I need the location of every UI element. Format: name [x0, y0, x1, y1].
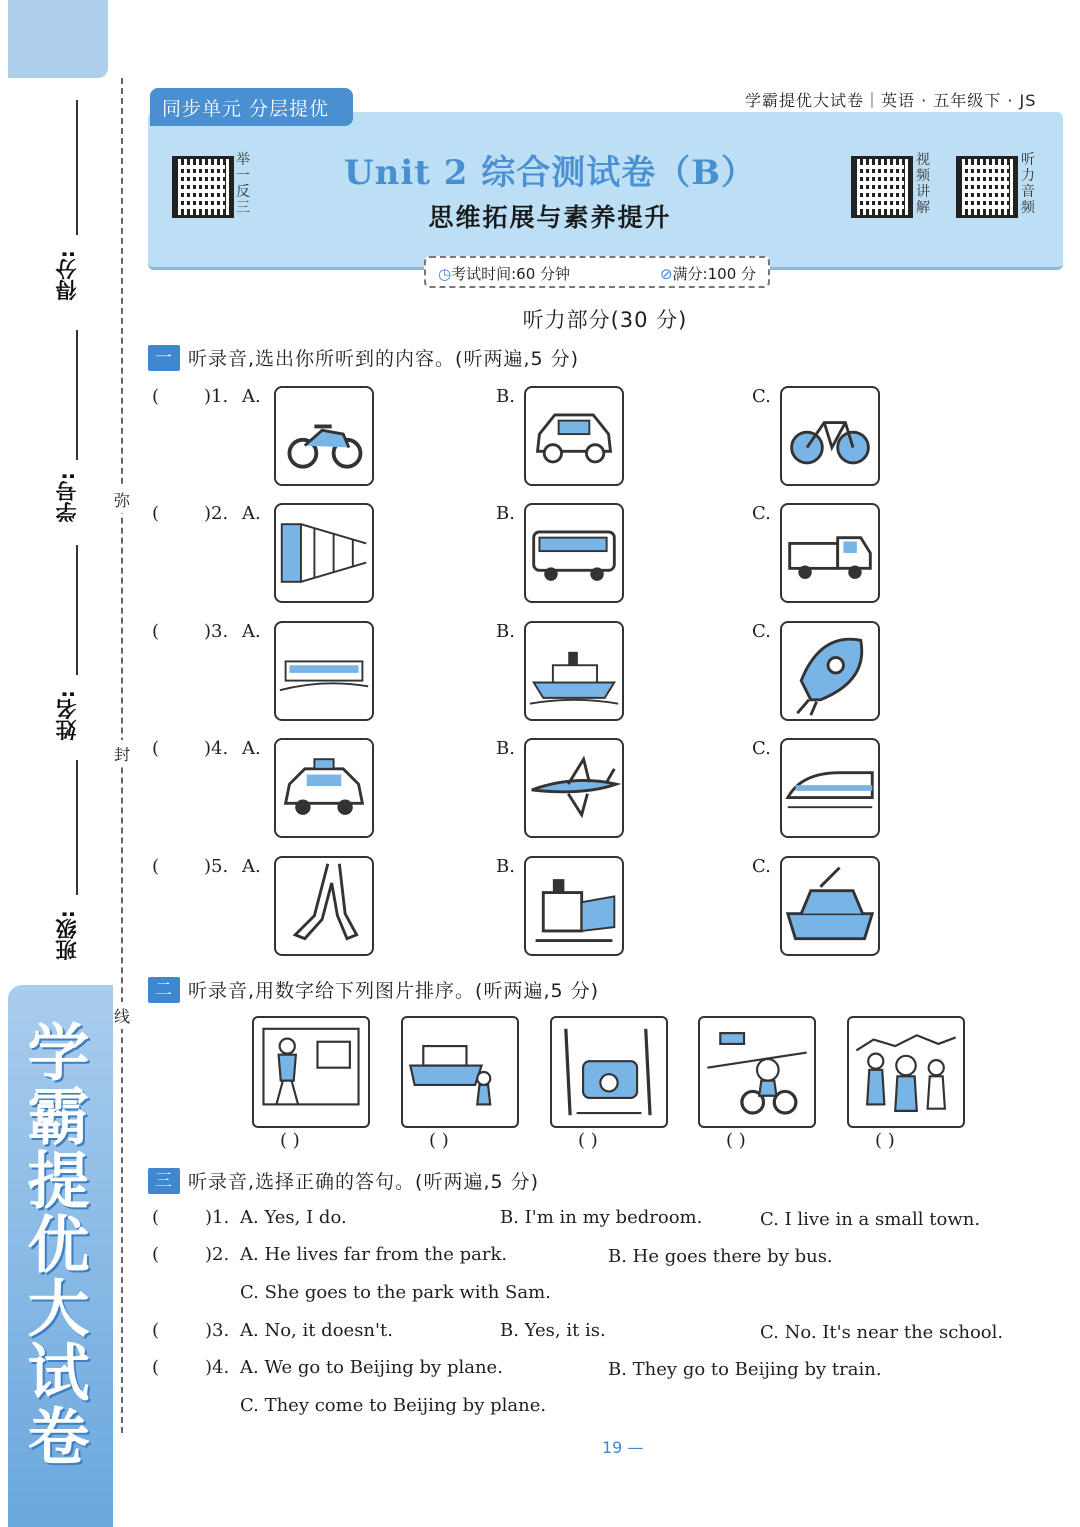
- car-picture[interactable]: [524, 386, 624, 486]
- series-label: 学霸提优大试卷｜英语 · 五年级下 · JS: [745, 91, 1037, 110]
- header-tab: 同步单元 分层提优: [150, 88, 353, 126]
- ferry-icon: [782, 858, 878, 954]
- boy-by-ship-icon: [403, 1018, 517, 1126]
- option-letter: A.: [242, 856, 261, 877]
- class-field-line[interactable]: [76, 760, 78, 895]
- order-answer-blank[interactable]: ( ): [578, 1130, 598, 1151]
- mouse-on-bike-icon: [700, 1018, 814, 1126]
- taxi-picture[interactable]: [274, 738, 374, 838]
- boy-getting-off-metro-icon: [254, 1018, 368, 1126]
- option-a: A. Yes, I do.: [240, 1207, 347, 1228]
- car-icon: [526, 388, 622, 484]
- bicycle-icon: [782, 388, 878, 484]
- option-letter: A.: [242, 503, 261, 524]
- train-picture[interactable]: [274, 621, 374, 721]
- part-title: 听力部分(30 分): [522, 308, 688, 332]
- question-row: [148, 856, 908, 961]
- binding-strip: [0, 0, 115, 1527]
- section-title: 听录音,选择正确的答句。(听两遍,5 分): [188, 1171, 540, 1193]
- question-number: )4.: [204, 738, 229, 759]
- option-letter: C.: [752, 621, 771, 642]
- walking-legs-picture[interactable]: [274, 856, 374, 956]
- ferry-picture[interactable]: [780, 856, 880, 956]
- score-field-label: 得分:: [55, 250, 79, 301]
- train-icon: [276, 623, 372, 719]
- student-id-field-line[interactable]: [76, 330, 78, 460]
- rocket-picture[interactable]: [780, 621, 880, 721]
- option-a: A. No, it doesn't.: [240, 1320, 393, 1341]
- page-subtitle: 思维拓展与素养提升: [428, 203, 672, 232]
- exam-time: ◷考试时间:60 分钟: [438, 265, 571, 283]
- section-number: 二: [148, 977, 180, 1003]
- question-number: )2.: [205, 1244, 230, 1265]
- exam-info-box: [424, 256, 770, 288]
- answer-paren[interactable]: (: [152, 386, 160, 407]
- option-letter: C.: [752, 738, 771, 759]
- answer-paren[interactable]: (: [152, 738, 160, 759]
- option-letter: C.: [752, 856, 771, 877]
- order-answer-blank[interactable]: ( ): [726, 1130, 746, 1151]
- option-letter: A.: [242, 738, 261, 759]
- brand-logo-text: 学霸提优大试卷: [17, 1020, 90, 1468]
- motorcycle-picture[interactable]: [274, 386, 374, 486]
- check-icon: ⊘: [659, 265, 673, 283]
- question-number: )1.: [205, 1207, 230, 1228]
- answer-paren[interactable]: (: [152, 1357, 160, 1378]
- question-row: [148, 503, 908, 608]
- option-letter: C.: [752, 503, 771, 524]
- option-letter: A.: [242, 621, 261, 642]
- family-at-great-wall-icon: [849, 1018, 963, 1126]
- option-letter: B.: [496, 386, 515, 407]
- subway-station-icon: [276, 505, 372, 601]
- qr-label: 举一反三: [236, 152, 250, 216]
- boy-getting-off-metro-picture: [252, 1016, 370, 1128]
- student-id-field-label: 学号:: [55, 472, 79, 523]
- option-letter: B.: [496, 856, 515, 877]
- steam-train-picture[interactable]: [524, 856, 624, 956]
- option-a: A. We go to Beijing by plane.: [240, 1357, 503, 1378]
- option-c: C. I live in a small town.: [760, 1209, 981, 1230]
- name-field-label: 姓名:: [55, 690, 79, 741]
- page-number: 19 —: [602, 1438, 644, 1457]
- train-in-forest-picture: [550, 1016, 668, 1128]
- option-b: B. He goes there by bus.: [608, 1246, 833, 1267]
- high-speed-train-picture[interactable]: [780, 738, 880, 838]
- clock-icon: ◷: [438, 265, 452, 283]
- option-letter: C.: [752, 386, 771, 407]
- option-b: B. I'm in my bedroom.: [500, 1207, 703, 1228]
- section-title: 听录音,选出你所听到的内容。(听两遍,5 分): [188, 348, 580, 370]
- answer-paren[interactable]: (: [152, 621, 160, 642]
- seal-char: 弥: [114, 486, 130, 513]
- qr-code-icon[interactable]: [851, 156, 913, 218]
- section-1-heading: [148, 344, 579, 371]
- train-in-forest-icon: [552, 1018, 666, 1126]
- qr-label: 听力音频: [1021, 152, 1035, 216]
- motorcycle-icon: [276, 388, 372, 484]
- seal-char: 封: [114, 740, 130, 767]
- boy-by-ship-picture: [401, 1016, 519, 1128]
- family-at-great-wall-picture: [847, 1016, 965, 1128]
- option-c: C. No. It's near the school.: [760, 1322, 1004, 1343]
- section-number: 三: [148, 1168, 180, 1194]
- option-a: A. He lives far from the park.: [240, 1244, 508, 1265]
- question-number: )1.: [204, 386, 229, 407]
- rocket-icon: [782, 623, 878, 719]
- qr-code-icon[interactable]: [172, 156, 234, 218]
- mouse-on-bike-picture: [698, 1016, 816, 1128]
- walking-legs-icon: [276, 858, 372, 954]
- order-answer-blank[interactable]: ( ): [875, 1130, 895, 1151]
- corner-decoration: [8, 0, 108, 78]
- answer-paren[interactable]: (: [152, 503, 160, 524]
- section-number: 一: [148, 345, 180, 371]
- bicycle-picture[interactable]: [780, 386, 880, 486]
- section-2-heading: [148, 976, 599, 1003]
- answer-paren[interactable]: (: [152, 1244, 160, 1265]
- answer-paren[interactable]: (: [152, 856, 160, 877]
- plane-icon: [526, 740, 622, 836]
- qr-code-icon[interactable]: [956, 156, 1018, 218]
- option-c: C. She goes to the park with Sam.: [240, 1282, 551, 1303]
- order-answer-blank[interactable]: ( ): [429, 1130, 449, 1151]
- truck-icon: [782, 505, 878, 601]
- truck-picture[interactable]: [780, 503, 880, 603]
- option-letter: B.: [496, 621, 515, 642]
- option-letter: A.: [242, 386, 261, 407]
- name-field-line[interactable]: [76, 545, 78, 675]
- question-number: )3.: [205, 1320, 230, 1341]
- question-row: [148, 621, 908, 726]
- score-field-line[interactable]: [76, 100, 78, 235]
- section-title: 听录音,用数字给下列图片排序。(听两遍,5 分): [188, 980, 600, 1002]
- question-number: )3.: [204, 621, 229, 642]
- option-letter: B.: [496, 503, 515, 524]
- section-3-heading: [148, 1167, 539, 1194]
- subway-station-picture[interactable]: [274, 503, 374, 603]
- ship-picture[interactable]: [524, 621, 624, 721]
- bus-icon: [526, 505, 622, 601]
- plane-picture[interactable]: [524, 738, 624, 838]
- bus-picture[interactable]: [524, 503, 624, 603]
- seal-char: 线: [114, 1002, 130, 1029]
- question-number: )2.: [204, 503, 229, 524]
- answer-paren[interactable]: (: [152, 1207, 160, 1228]
- question-number: )5.: [204, 856, 229, 877]
- question-row: [148, 738, 908, 843]
- qr-label: 视频讲解: [916, 152, 930, 216]
- question-number: )4.: [205, 1357, 230, 1378]
- steam-train-icon: [526, 858, 622, 954]
- option-b: B. They go to Beijing by train.: [608, 1359, 882, 1380]
- order-answer-blank[interactable]: ( ): [280, 1130, 300, 1151]
- class-field-label: 班级:: [55, 910, 79, 961]
- option-c: C. They come to Beijing by plane.: [240, 1395, 547, 1416]
- page-title: Unit 2 综合测试卷（B）: [343, 153, 757, 193]
- option-letter: B.: [496, 738, 515, 759]
- question-row: [148, 386, 908, 491]
- ship-icon: [526, 623, 622, 719]
- option-b: B. Yes, it is.: [500, 1320, 606, 1341]
- answer-paren[interactable]: (: [152, 1320, 160, 1341]
- full-score: ⊘满分:100 分: [659, 265, 756, 283]
- taxi-icon: [276, 740, 372, 836]
- high-speed-train-icon: [782, 740, 878, 836]
